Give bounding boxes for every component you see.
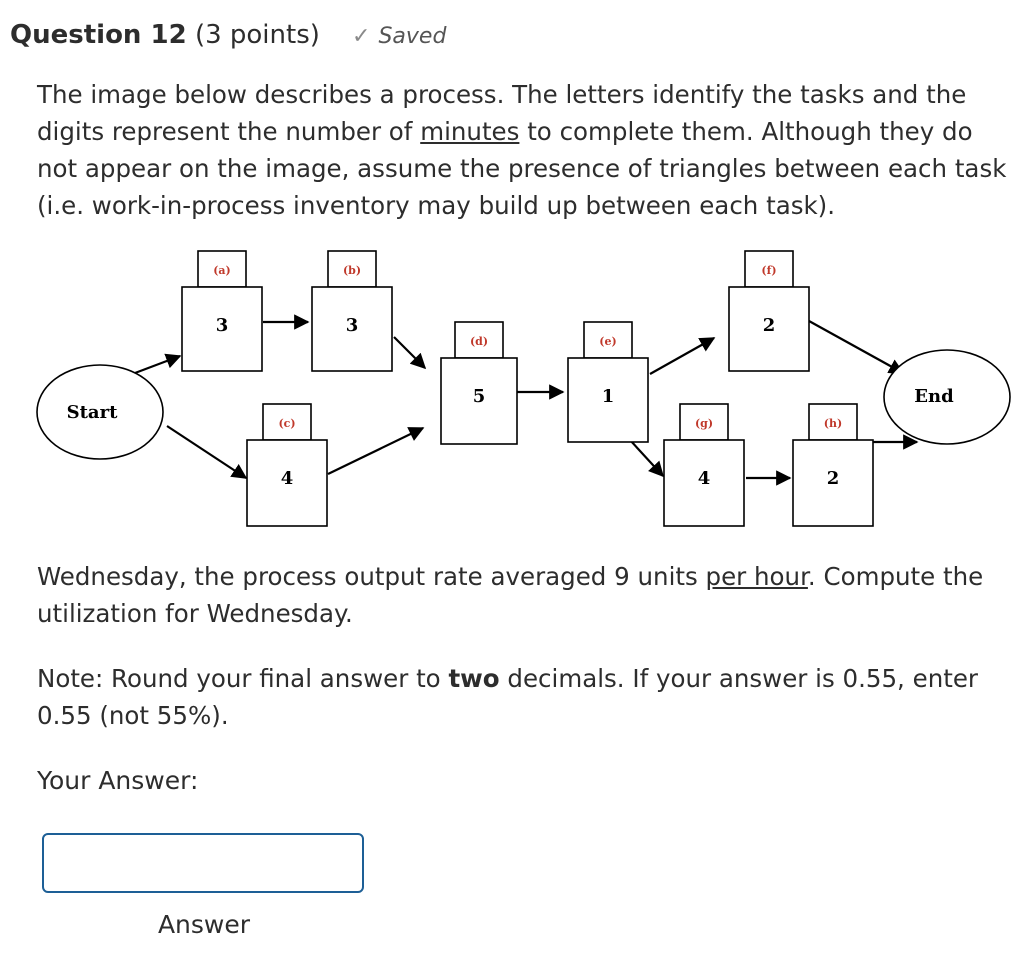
task-tag-a: (a) xyxy=(213,264,231,277)
saved-status xyxy=(352,24,446,49)
task-tag-d: (d) xyxy=(469,335,489,348)
task-node-f xyxy=(729,251,809,371)
arrow-start-c xyxy=(167,426,246,478)
process-diagram xyxy=(30,240,1020,540)
task-minutes-h: 2 xyxy=(826,468,840,489)
task-node-c xyxy=(247,404,327,526)
checkmark-icon: ✓ xyxy=(352,24,371,49)
answer-label: Your Answer: xyxy=(37,766,199,795)
question-intro xyxy=(37,76,1012,224)
scenario-text xyxy=(37,558,1012,632)
start-label: Start xyxy=(66,402,118,423)
task-tag-h: (h) xyxy=(823,417,843,430)
note-text-2: decimals. If your answer is 0.55, enter 0.55 (not 55%). xyxy=(37,664,978,730)
answer-input[interactable] xyxy=(42,833,364,893)
task-minutes-g: 4 xyxy=(697,468,711,489)
task-tag-f: (f) xyxy=(761,264,777,277)
saved-label: Saved xyxy=(378,24,447,49)
task-minutes-e: 1 xyxy=(601,386,615,407)
task-tag-b: (b) xyxy=(342,264,362,277)
intro-underlined: minutes xyxy=(420,117,520,146)
task-minutes-b: 3 xyxy=(345,315,359,336)
start-node xyxy=(37,365,163,459)
task-minutes-d: 5 xyxy=(472,386,486,407)
arrow-f-end xyxy=(809,321,903,373)
task-tag-c: (c) xyxy=(278,417,296,430)
arrow-e-g xyxy=(630,440,663,476)
task-minutes-c: 4 xyxy=(280,468,294,489)
scenario-text-1: Wednesday, the process output rate averaged 9 units xyxy=(37,562,706,591)
end-node xyxy=(884,350,1010,444)
task-minutes-a: 3 xyxy=(215,315,229,336)
scenario-text-2: . Compute the utilization for Wednesday. xyxy=(37,562,984,628)
arrow-start-a xyxy=(135,356,180,373)
intro-text-2: to complete them. Although they do not appear on the image, assume the presence of triangles between each task (i.e. work-in-process inventory may build up between each task). xyxy=(37,117,1007,220)
note-bold: two xyxy=(448,664,500,693)
note-text xyxy=(37,660,1012,734)
task-node-g xyxy=(664,404,744,526)
scenario-underlined: per hour xyxy=(705,562,808,591)
intro-text-1: The image below describes a process. The letters identify the tasks and the digits represent the number of xyxy=(37,80,967,146)
arrow-b-d xyxy=(394,337,425,368)
task-node-a xyxy=(182,251,262,371)
arrow-e-f xyxy=(650,338,714,374)
task-minutes-f: 2 xyxy=(762,315,776,336)
task-tag-g: (g) xyxy=(694,417,714,430)
question-header xyxy=(10,20,320,50)
task-tag-e: (e) xyxy=(599,335,617,348)
question-points: (3 points) xyxy=(194,20,320,50)
note-text-1: Note: Round your final answer to xyxy=(37,664,449,693)
task-node-d xyxy=(441,322,517,444)
end-label: End xyxy=(914,386,954,407)
task-node-b xyxy=(312,251,392,371)
task-node-e xyxy=(568,322,648,442)
question-title: Question 12 xyxy=(10,20,187,50)
answer-caption: Answer xyxy=(157,910,251,939)
task-node-h xyxy=(793,404,873,526)
arrow-c-d xyxy=(328,428,423,474)
